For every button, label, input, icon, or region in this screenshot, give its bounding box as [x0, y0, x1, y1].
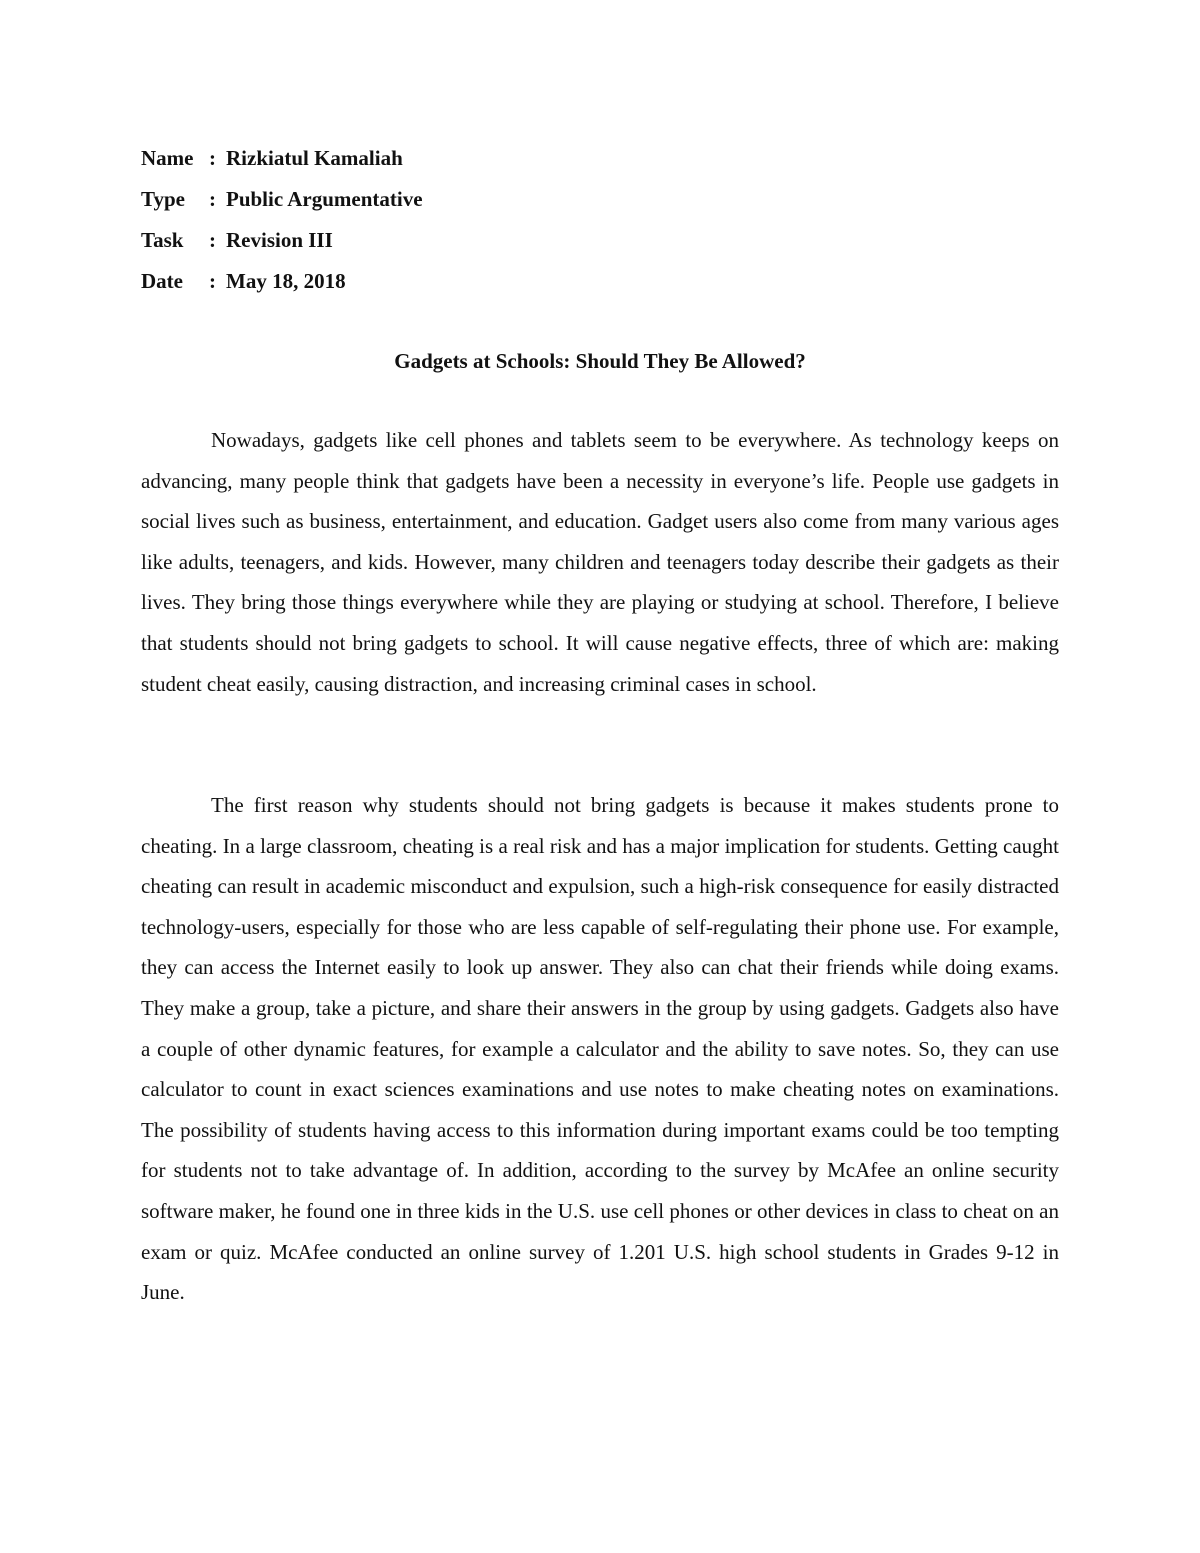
header-row-date: [141, 261, 741, 302]
header-value-type: Public Argumentative: [226, 187, 423, 211]
header-label: Task: [141, 228, 184, 252]
header-value-task: Revision III: [226, 228, 333, 252]
document-title: Gadgets at Schools: Should They Be Allowed?: [394, 349, 806, 373]
header-label: Type: [141, 187, 185, 211]
header-separator: :: [209, 269, 216, 293]
header-separator: :: [209, 228, 216, 252]
paragraph-introduction: Nowadays, gadgets like cell phones and tablets seem to be everywhere. As technology keeps on advancing, many people think that gadgets have been a necessity in everyone’s life. People use gadgets in social lives such as business, entertainment, and education. Gadget users also come from many various ages like adults, teenagers, and kids. However, many children and teenagers today describe their gadgets as their lives. They bring those things everywhere while they are playing or studying at school. Therefore, I believe that students should not bring gadgets to school. It will cause negative effects, three of which are: making student cheat easily, causing distraction, and increasing criminal cases in school.: [141, 428, 1059, 696]
header-value-date: May 18, 2018: [226, 269, 346, 293]
header-row-name: [141, 138, 741, 179]
header-separator: :: [209, 146, 216, 170]
header-label: Name: [141, 146, 194, 170]
header-separator: :: [209, 187, 216, 211]
header-value-name: Rizkiatul Kamaliah: [226, 146, 403, 170]
document-header: [141, 138, 741, 302]
header-label: Date: [141, 269, 183, 293]
paragraph-first-reason: The first reason why students should not bring gadgets is because it makes students prone to cheating. In a large classroom, cheating is a real risk and has a major implication for students. Getting caught cheating can result in academic misconduct and expulsion, such a high-risk consequence for easily distracted technology-users, especially for those who are less capable of self-regulating their phone use. For example, they can access the Internet easily to look up answer. They also can chat their friends while doing exams. They make a group, take a picture, and share their answers in the group by using gadgets. Gadgets also have a couple of other dynamic features, for example a calculator and the ability to save notes. So, they can use calculator to count in exact sciences examinations and use notes to make cheating notes on examinations. The possibility of students having access to this information during important exams could be too tempting for students not to take advantage of. In addition, according to the survey by McAfee an online security software maker, he found one in three kids in the U.S. use cell phones or other devices in class to cheat on an exam or quiz. McAfee conducted an online survey of 1.201 U.S. high school students in Grades 9-12 in June.: [141, 793, 1059, 1305]
header-row-task: [141, 220, 741, 261]
header-row-type: [141, 179, 741, 220]
